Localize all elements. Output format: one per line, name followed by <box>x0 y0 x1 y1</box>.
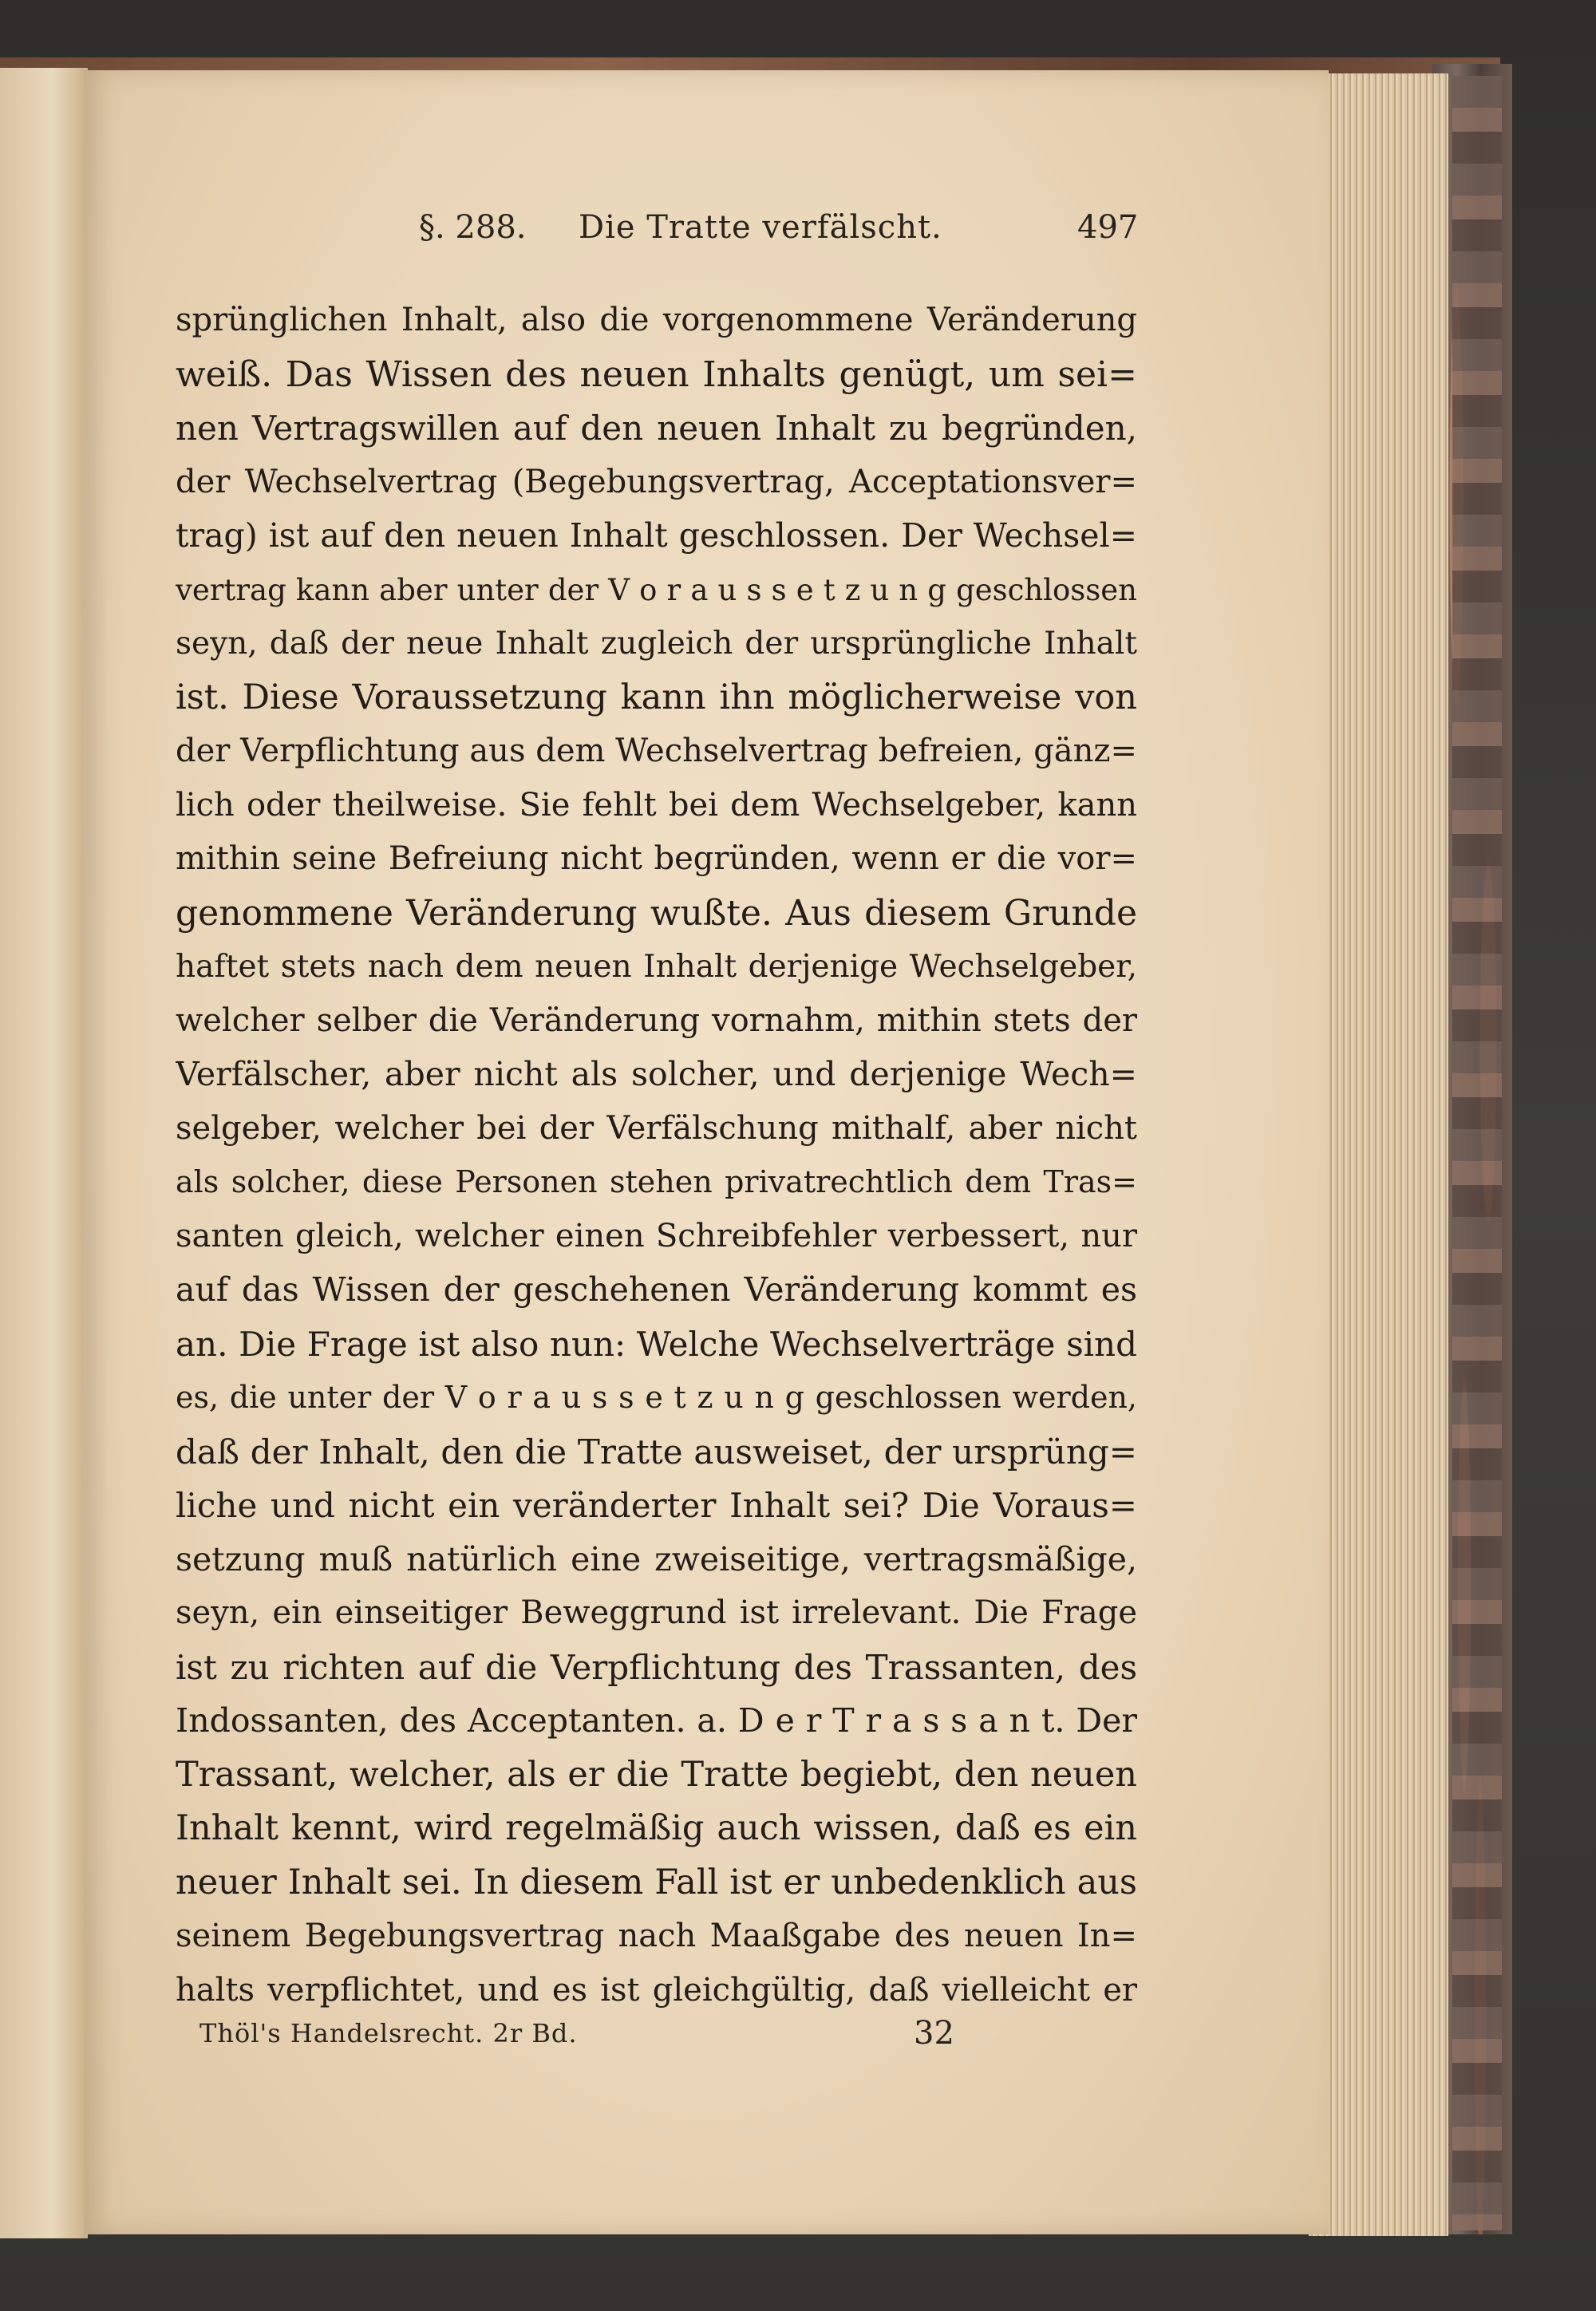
text-line: daß der Inhalt, den die Tratte ausweiset, der ursprüng= <box>176 1432 1137 1472</box>
text-line: neuer Inhalt sei. In diesem Fall ist er unbedenklich aus <box>176 1862 1137 1902</box>
text-line: seinem Begebungsvertrag nach Maaßgabe des neuen In= <box>176 1918 1137 1954</box>
text-line: Inhalt kennt, wird regelmäßig auch wissen, daß es ein <box>176 1808 1137 1848</box>
text-line: ist zu richten auf die Verpflichtung des Trassanten, des <box>176 1647 1137 1687</box>
page-number: 497 <box>1077 209 1139 246</box>
text-line: Trassant, welcher, als er die Tratte begiebt, den neuen <box>176 1754 1137 1795</box>
text-line: haftet stets nach dem neuen Inhalt derjenige Wechselgeber, <box>176 949 1137 985</box>
page-edges <box>1309 73 1448 2236</box>
marbled-cover-pattern <box>1452 76 1502 2230</box>
body-text <box>176 294 1137 2017</box>
text-line: santen gleich, welcher einen Schreibfehler verbessert, nur <box>176 1217 1137 1254</box>
text-line: trag) ist auf den neuen Inhalt geschlossen. Der Wechsel= <box>176 516 1137 555</box>
running-title: Die Tratte verfälscht. <box>579 209 942 246</box>
text-line: Verfälscher, aber nicht als solcher, und derjenige Wech= <box>176 1055 1137 1093</box>
text-line: lich oder theilweise. Sie fehlt bei dem Wechselgeber, kann <box>176 786 1137 824</box>
text-line: nen Vertragswillen auf den neuen Inhalt zu begründen, <box>176 409 1137 448</box>
text-line: weiß. Das Wissen des neuen Inhalts genügt, um sei= <box>176 354 1137 395</box>
text-line: genommene Veränderung wußte. Aus diesem Grunde <box>176 892 1137 934</box>
text-line: auf das Wissen der geschehenen Veränderung kommt es <box>176 1270 1137 1309</box>
section-number: §. 288. <box>419 209 527 246</box>
text-line: Indossanten, des Acceptanten. a. D e r T r a s s a n t. Der <box>176 1701 1137 1740</box>
sheet-number: 32 <box>914 2015 954 2052</box>
text-line: ist. Diese Voraussetzung kann ihn möglicherweise von <box>176 677 1137 717</box>
text-line: der Verpflichtung aus dem Wechselvertrag befreien, gänz= <box>176 733 1137 769</box>
running-header <box>419 209 1137 257</box>
text-line: selgeber, welcher bei der Verfälschung mithalf, aber nicht <box>176 1109 1137 1147</box>
text-line: mithin seine Befreiung nicht begründen, wenn er die vor= <box>176 840 1137 877</box>
text-line: seyn, ein einseitiger Beweggrund ist irrelevant. Die Frage <box>176 1594 1137 1631</box>
text-line: liche und nicht ein veränderter Inhalt sei? Die Voraus= <box>176 1486 1137 1525</box>
text-line: halts verpflichtet, und es ist gleichgültig, daß vielleicht er <box>176 1971 1137 2009</box>
text-line: der Wechselvertrag (Begebungsvertrag, Acceptationsver= <box>176 463 1137 500</box>
text-line: setzung muß natürlich eine zweiseitige, vertragsmäßige, <box>176 1539 1137 1578</box>
signature-line: Thöl's Handelsrecht. 2r Bd. <box>200 2018 578 2048</box>
text-line: welcher selber die Veränderung vornahm, mithin stets der <box>176 1001 1137 1039</box>
text-line: als solcher, diese Personen stehen privatrechtlich dem Tras= <box>176 1164 1137 1199</box>
facing-page-edge <box>0 68 88 2238</box>
text-line: an. Die Frage ist also nun: Welche Wechselverträge sind <box>176 1324 1137 1364</box>
page-footer <box>200 2015 998 2055</box>
text-line: es, die unter der V o r a u s s e t z u n g geschlossen werden, <box>176 1380 1137 1415</box>
text-line: sprünglichen Inhalt, also die vorgenommene Veränderung <box>176 302 1137 338</box>
text-line: seyn, daß der neue Inhalt zugleich der ursprüngliche Inhalt <box>176 626 1137 662</box>
text-line: vertrag kann aber unter der V o r a u s s e t z u n g geschlossen <box>176 572 1137 607</box>
